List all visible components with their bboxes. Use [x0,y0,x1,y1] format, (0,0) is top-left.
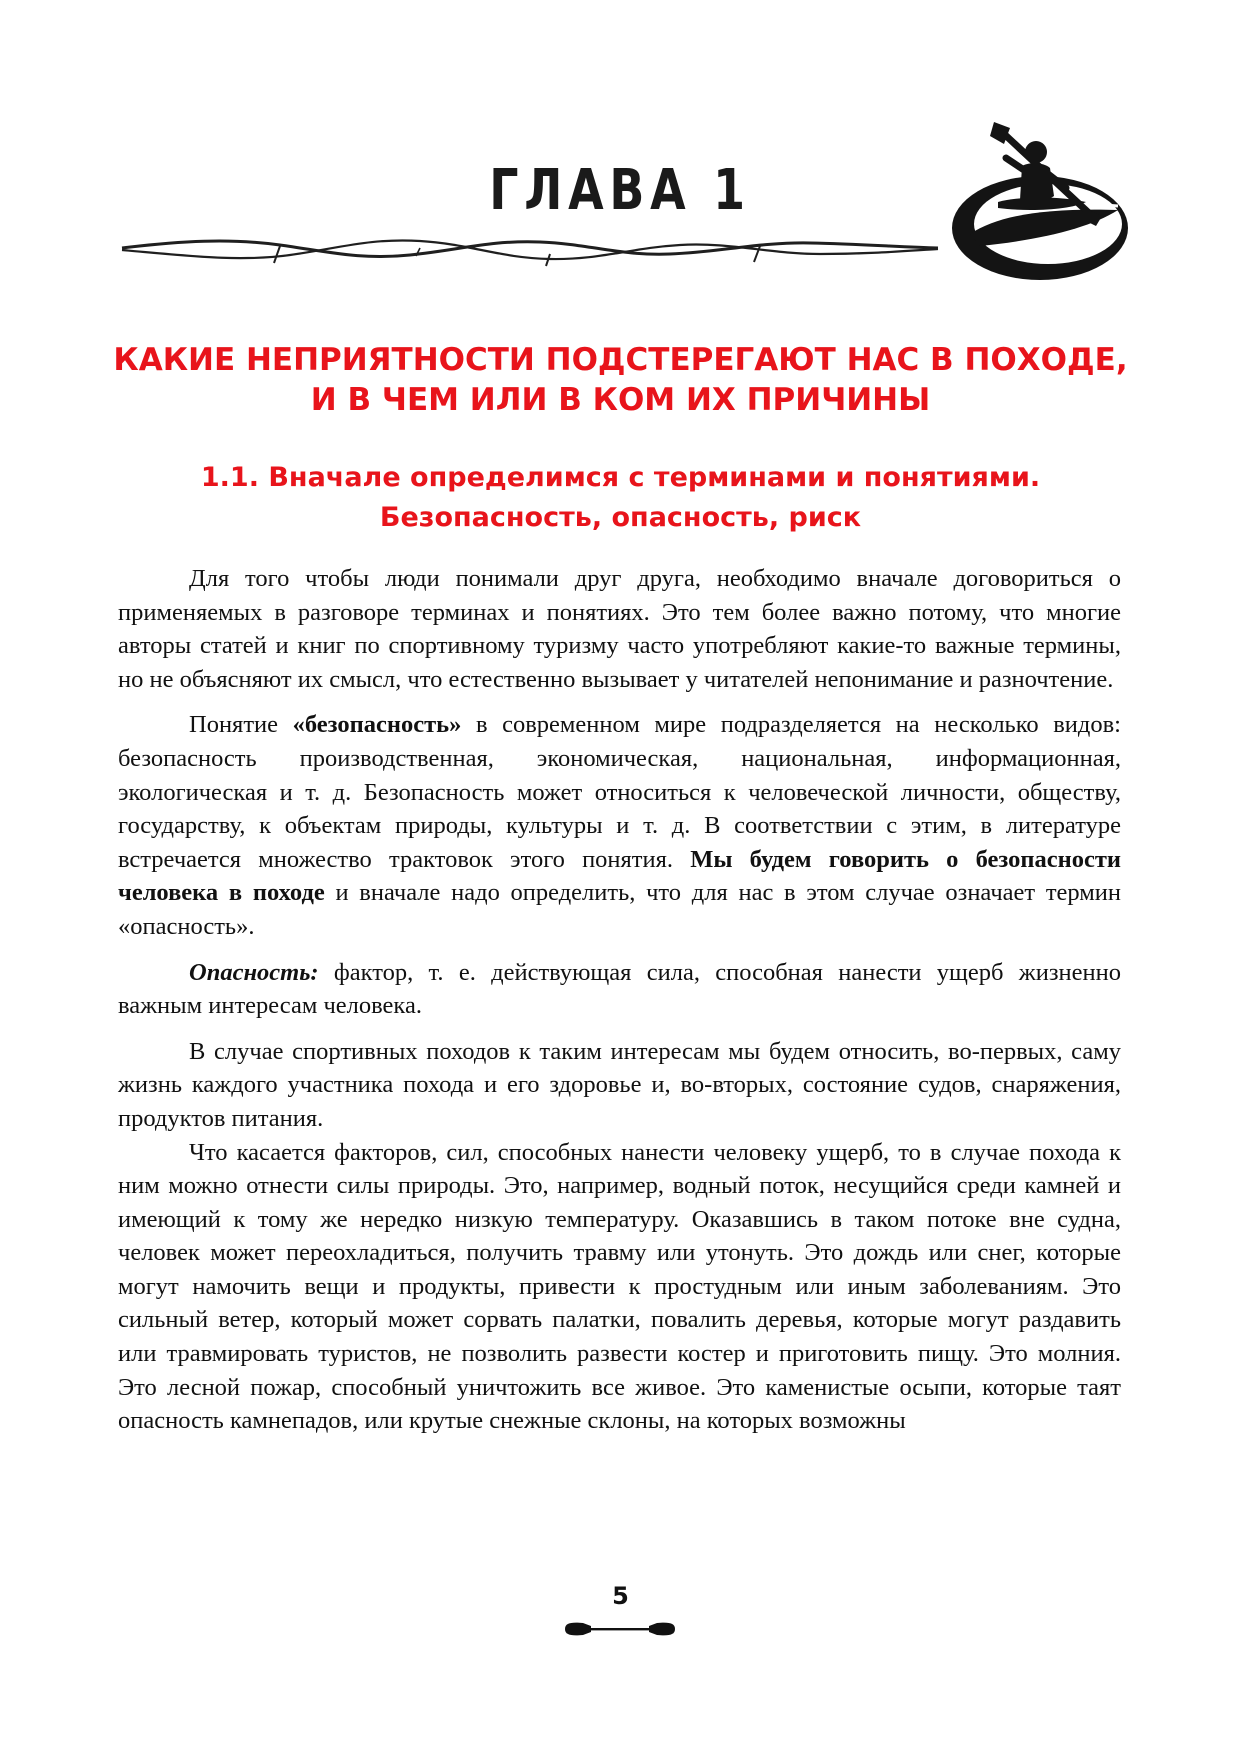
paragraph-safety-text-b: в современном мире подразделяется на несколько видов: безопасность производственная, экономическая, национальная, информационная, экологическая и т. д. Безопасность может относиться к человеческой личности, обществу, государству, к объектам природы, культуры и т. д. В соответствии с этим, в литературе встречается множество трактовок этого понятия. [118,711,1121,873]
paragraph-danger-definition [118,956,1121,1023]
danger-definition-text: фактор, т. е. действующая сила, способная нанести ущерб жизненно важным интересам человека. [118,958,1121,1020]
subsection-title-line-2: Безопасность, опасность, риск [379,502,862,533]
subsection-title [100,458,1141,538]
page-number: 5 [612,1582,629,1610]
subsection-title-line-1: 1.1. Вначале определимся с терминами и понятиями. [200,462,1041,493]
section-title-line-2: И В ЧЕМ ИЛИ В КОМ ИХ ПРИЧИНЫ [310,382,931,418]
section-title-line-1: КАКИЕ НЕПРИЯТНОСТИ ПОДСТЕРЕГАЮТ НАС В ПОХОДЕ, [113,342,1128,378]
paragraph-safety-text-a: Понятие [189,711,293,739]
paragraph-safety [118,708,1121,943]
paragraph-intro: Для того чтобы люди понимали друг друга, необходимо вначале договориться о применяемых в разговоре терминах и понятиях. Это тем более важно потому, что многие авторы статей и книг по спортивному туризму часто употребляют какие-то важные термины, но не объясняют их смысл, что естественно вызывает у читателей непонимание и разночтение. [118,565,1121,693]
wave-ornament-icon [120,232,940,268]
body-text [118,562,1121,1438]
term-danger: Опасность: [189,958,319,986]
kayaker-icon [940,118,1132,290]
paragraph-factors: Что касается факторов, сил, способных нанести человеку ущерб, то в случае похода к ним можно отнести силы природы. Это, например, водный поток, несущийся среди камней и имеющий к тому же нередко низкую температуру. Оказавшись в таком потоке вне судна, человек может переохладиться, получить травму или утонуть. Это дождь или снег, которые могут намочить вещи и продукты, привести к простудным или иным заболеваниям. Это сильный ветер, который может сорвать палатки, повалить деревья, которые могут раздавить или травмировать туристов, не позволить развести костер и приготовить пищу. Это молния. Это лесной пожар, способный уничтожить все живое. Это каменистые осыпи, которые таят опасность камнепадов, или крутые снежные склоны, на которых возможны [118,1138,1121,1435]
chapter-title: ГЛАВА 1 [489,158,751,223]
section-title [100,340,1141,420]
paragraph-safety-text-c: и вначале надо определить, что для нас в этом случае означает термин «опасность». [118,879,1122,940]
emphasis-human-safety: Мы будем говорить о безопасности человека в походе [118,845,1121,907]
paragraph-interests: В случае спортивных походов к таким интересам мы будем относить, во-первых, саму жизнь каждого участника похода и его здоровье и, во-вторых, состояние судов, снаряжения, продуктов питания. [118,1037,1121,1132]
term-safety: «безопасность» [292,711,462,739]
paddle-icon [563,1620,677,1638]
